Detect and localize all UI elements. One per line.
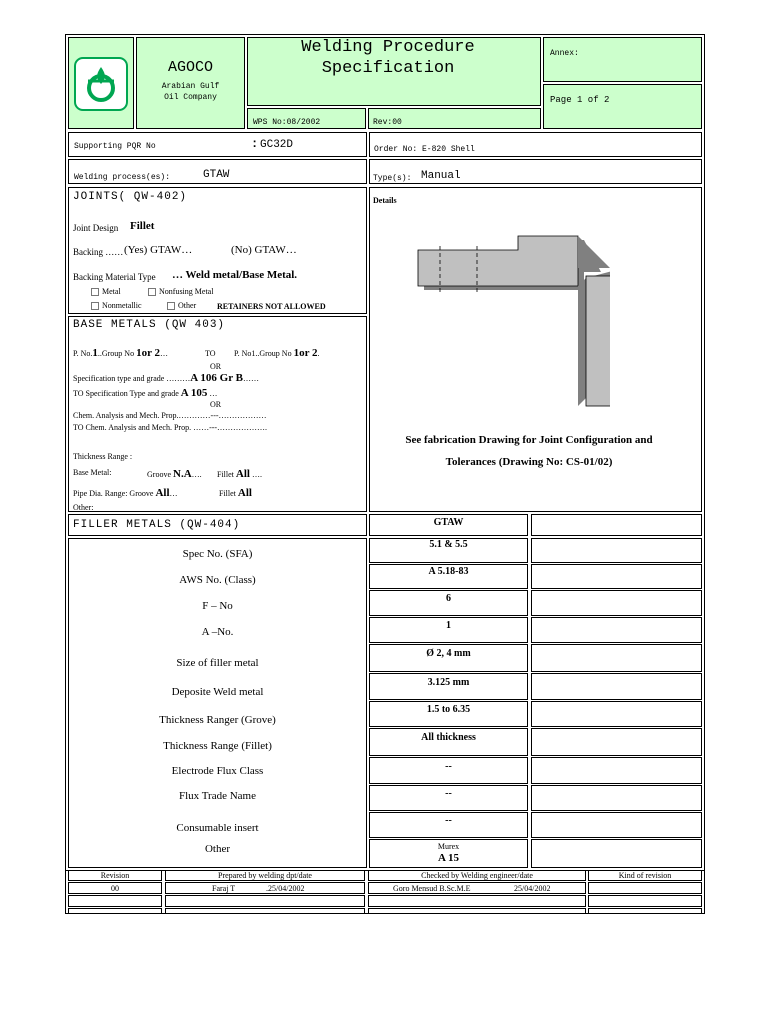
filler-row-value: 6 [446, 593, 451, 604]
filler-row-label: Size of filler metal [176, 657, 259, 669]
revision-cell [165, 895, 365, 907]
prepared-by-date: .25/04/2002 [266, 884, 305, 893]
logo-cell [68, 37, 134, 129]
page-title-line2: Specification [321, 59, 455, 78]
checkbox-icon[interactable] [91, 288, 99, 296]
revision-header-label: Prepared by welding dpt/date [218, 871, 312, 880]
filler-row-label: Deposite Weld metal [171, 686, 264, 698]
joints-heading: JOINTS( QW-402) [73, 191, 188, 203]
pno2-row: P. No1..Group No 1or 2. [234, 347, 320, 359]
filler-row-label: Consumable insert [176, 822, 259, 834]
option-metal: Metal [91, 287, 121, 296]
filler-heading-cell [68, 514, 367, 536]
filler-labels-cell [68, 538, 367, 868]
page-title-line1: Welding Procedure [301, 38, 475, 57]
or-label-2: OR [210, 400, 222, 409]
filler-extra-cell [531, 757, 702, 784]
checkbox-icon[interactable] [167, 302, 175, 310]
filler-extra-cell [531, 538, 702, 563]
backing-yes: (Yes) GTAW… [124, 244, 193, 256]
option-other: Other [167, 301, 196, 310]
annex-cell [543, 37, 702, 82]
filler-row-label: F – No [202, 600, 233, 612]
filler-row-label: Thickness Ranger (Grove) [159, 714, 276, 726]
filler-extra-cell [531, 644, 702, 672]
filler-row-label: Flux Trade Name [179, 790, 256, 802]
groove-row: Groove N.A…. [147, 468, 202, 480]
filler-row-value: Murex [437, 842, 460, 851]
filler-heading: FILLER METALS (QW-404) [73, 519, 241, 531]
fillet-row: Fillet All …. [217, 468, 262, 480]
filler-extra-cell [531, 617, 702, 643]
option-nonmetallic: Nonmetallic [91, 301, 142, 310]
rev-number: Rev:00 [373, 118, 402, 127]
wps-number: WPS No:08/2002 [253, 118, 321, 127]
filler-other-value2: A 15 [437, 852, 460, 864]
or-label-1: OR [210, 362, 222, 371]
revision-header-label: Revision [100, 871, 130, 880]
pno-row: P. No.1..Group No 1or 2… [73, 347, 168, 359]
revision-cell [368, 908, 586, 914]
checked-by-date: 25/04/2002 [514, 884, 551, 893]
wps-cell [247, 108, 366, 129]
filler-row-label: Spec No. (SFA) [182, 548, 253, 560]
retainers-note: RETAINERS NOT ALLOWED [217, 302, 326, 311]
joint-design-value: Fillet [130, 220, 155, 232]
title-cell [247, 37, 541, 106]
pipe-row: Pipe Dia. Range: Groove All… [73, 487, 178, 499]
filler-row-value: 3.125 mm [427, 677, 470, 688]
filler-extra-cell [531, 590, 702, 616]
type-value: Manual [421, 170, 461, 182]
page-cell [543, 84, 702, 129]
process-label: Welding process(es): [74, 173, 171, 182]
annex-label: Annex: [550, 49, 579, 58]
revision-cell [165, 908, 365, 914]
revision-header-label: Kind of revision [618, 871, 672, 880]
revision-header-label: Checked by Welding engineer/date [421, 871, 533, 880]
company-logo-icon [74, 57, 128, 111]
pqr-value: GC32D [260, 139, 294, 151]
base-metals-heading: BASE METALS (QW 403) [73, 319, 226, 331]
filler-row-label: A –No. [201, 626, 234, 638]
filler-row-label: Other [204, 843, 231, 855]
filler-col-header-label: GTAW [433, 517, 464, 528]
filler-row-value: 1 [446, 620, 451, 631]
backing-label: Backing …… [73, 247, 124, 257]
filler-extra-cell [531, 673, 702, 700]
type-cell [369, 159, 702, 184]
filler-row-value: -- [445, 788, 452, 799]
company-sub1: Arabian Gulf [161, 82, 220, 91]
revision-cell [588, 908, 702, 914]
filler-row-value: All thickness [421, 732, 476, 743]
backing-material-value: … Weld metal/Base Metal. [172, 269, 298, 281]
revision-cell [588, 882, 702, 894]
company-name: AGOCO [167, 59, 213, 76]
filler-extra-cell [531, 701, 702, 727]
revision-cell [68, 895, 162, 907]
checked-by-name: Goro Mensud B.Sc.M.E [393, 884, 471, 893]
filler-col-header-2 [531, 514, 702, 536]
joint-design-label: Joint Design [73, 223, 119, 233]
pqr-cell [68, 132, 367, 157]
filler-row-value: A 5.18-83 [428, 566, 469, 577]
prepared-by-name: Faraj T [212, 884, 236, 893]
filler-row-label: AWS No. (Class) [179, 574, 256, 586]
details-label: Details [373, 196, 397, 205]
chem-row: Chem. Analysis and Mech. Prop.…………---……………… [73, 411, 267, 420]
thickness-label: Thickness Range : [73, 452, 133, 461]
filler-extra-cell [531, 839, 702, 868]
to-label: TO [205, 349, 216, 358]
revision-cell [588, 895, 702, 907]
drawing-note-line2: Tolerances (Drawing No: CS-01/02) [445, 456, 613, 468]
spec-row: Specification type and grade ………A 106 Gr B…… [73, 372, 259, 384]
filler-row-value: -- [445, 761, 452, 772]
pqr-label: Supporting PQR No [74, 142, 156, 151]
to-chem-row: TO Chem. Analysis and Mech. Prop. ……---………………. [73, 423, 268, 432]
filler-col-header [369, 514, 528, 536]
revision-number: 00 [111, 884, 119, 893]
process-cell [68, 159, 367, 184]
pqr-colon: : [251, 137, 259, 151]
revision-cell [368, 895, 586, 907]
base-metals-section [68, 316, 367, 512]
order-cell [369, 132, 702, 157]
filler-row-value: -- [445, 815, 452, 826]
backing-material-label: Backing Material Type [73, 272, 156, 282]
checkbox-icon[interactable] [91, 302, 99, 310]
company-cell [136, 37, 245, 129]
base-metal-row: Base Metal: [73, 468, 112, 477]
drawing-note-line1: See fabrication Drawing for Joint Configuration and [405, 434, 653, 446]
process-value: GTAW [203, 169, 230, 181]
checkbox-icon[interactable] [148, 288, 156, 296]
filler-row-value: Ø 2, 4 mm [426, 648, 471, 659]
joints-section [68, 187, 367, 314]
revision-cell [165, 882, 365, 894]
other-label: Other: [73, 503, 94, 512]
filler-row-value: 1.5 to 6.35 [426, 704, 471, 715]
revision-cell [68, 908, 162, 914]
page-number: Page 1 of 2 [550, 95, 610, 105]
filler-extra-cell [531, 728, 702, 756]
company-sub2: Oil Company [164, 93, 217, 102]
backing-no: (No) GTAW… [231, 244, 297, 256]
details-section [369, 187, 702, 512]
filler-extra-cell [531, 785, 702, 811]
option-nonfusing: Nonfusing Metal [148, 287, 213, 296]
to-spec-row: TO Specification Type and grade A 105 … [73, 387, 218, 399]
type-label: Type(s): [373, 174, 412, 183]
joint-drawing [410, 228, 610, 408]
filler-extra-cell [531, 564, 702, 589]
pipe-fillet-row: Fillet All [219, 487, 252, 499]
filler-row-label: Electrode Flux Class [171, 765, 264, 777]
rev-cell [368, 108, 541, 129]
filler-row-label: Thickness Range (Fillet) [163, 740, 272, 752]
filler-extra-cell [531, 812, 702, 838]
order-number: Order No: E-820 Shell [374, 145, 475, 154]
filler-row-value: 5.1 & 5.5 [429, 539, 468, 550]
